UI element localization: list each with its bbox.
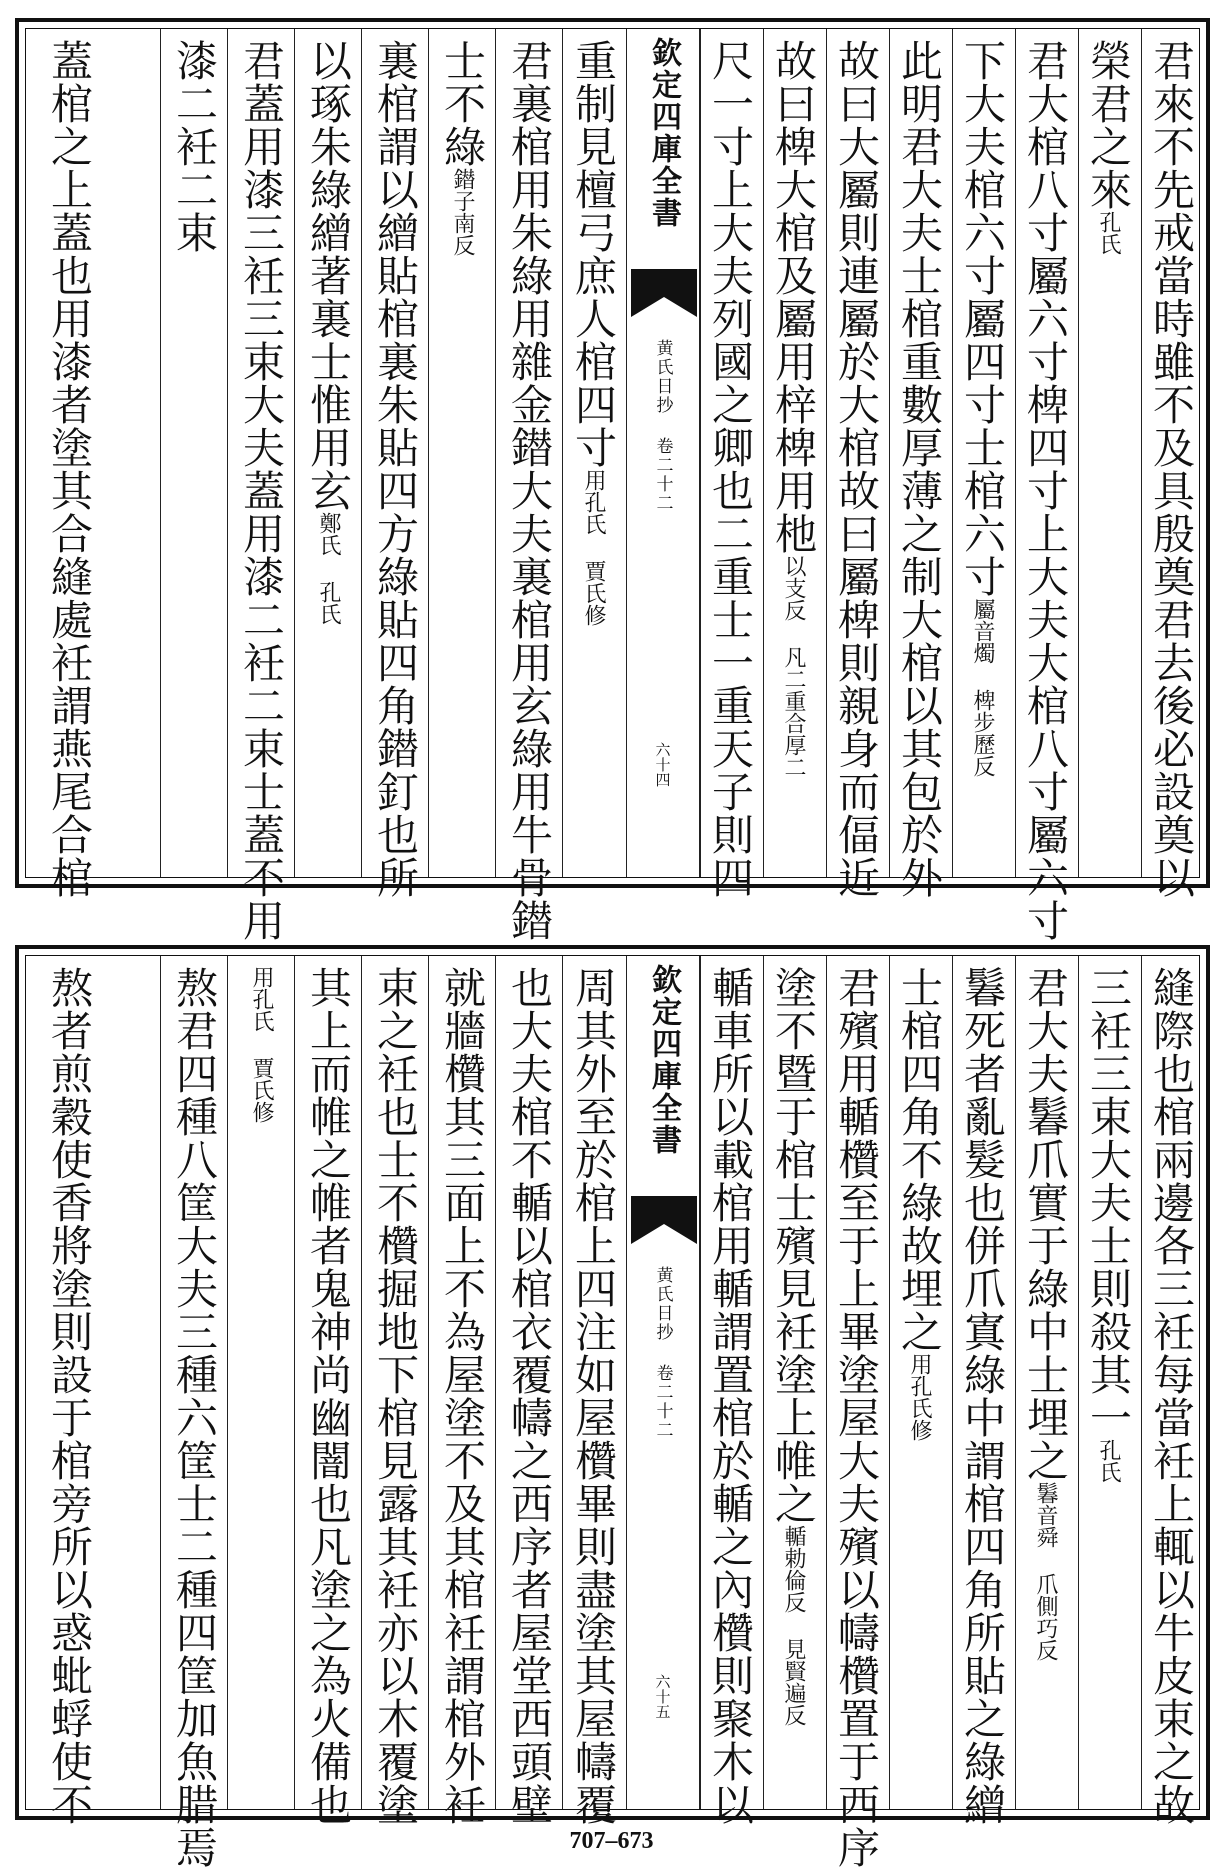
text-column: [26, 29, 160, 899]
page-number: 707–673: [569, 1828, 654, 1854]
text-column: [495, 29, 562, 942]
column-text: 君裏棺用朱綠用雜金鐟大夫裏棺用玄綠用牛骨鐟: [505, 39, 554, 942]
fishtail-mark-icon: [631, 1196, 697, 1244]
annotation-note: 用孔氏 賈氏修: [249, 966, 274, 1123]
column-text: 熬君四種八筐大夫三種六筐士二種四筐加魚腊焉: [170, 966, 219, 1869]
text-column: [294, 29, 361, 877]
annotation-note: 用孔氏 賈氏修: [581, 469, 606, 626]
column-text: 鬊死者亂髮也併爪寘綠中謂棺四角所貼之綠繒: [958, 966, 1007, 1826]
text-frame-top: [25, 28, 1200, 942]
center-fold-strip: [626, 956, 700, 1809]
text-column: [763, 29, 826, 877]
column-text: 漆二衽二束: [170, 39, 219, 254]
text-column: [1141, 956, 1204, 1826]
column-text: 熬者煎穀使香將塗則設于棺旁所以惑蚍蜉使不: [45, 966, 94, 1826]
text-column: [562, 29, 626, 877]
folio-number: 六十四: [653, 742, 672, 787]
annotation-note: 用孔氏修: [907, 1353, 932, 1441]
text-column: [428, 956, 495, 1826]
text-column: [227, 29, 294, 942]
text-column: [826, 956, 889, 1869]
column-text: 君蓋用漆三衽三束大夫蓋用漆二衽二束士蓋不用: [237, 39, 286, 942]
annotation-note: 孔氏: [1096, 1439, 1121, 1483]
text-column: [1078, 956, 1141, 1809]
text-column: [1015, 956, 1078, 1809]
folio-number: 六十五: [653, 1674, 672, 1719]
text-column: [763, 956, 826, 1809]
text-column: [826, 29, 889, 899]
text-column: [700, 956, 763, 1826]
column-text: 君大棺八寸屬六寸椑四寸上大夫大棺八寸屬六寸: [1021, 39, 1070, 942]
column-text: 裏棺謂以繒貼棺裏朱貼四方綠貼四角鐟釘也所: [371, 39, 420, 899]
text-column: [952, 956, 1015, 1826]
column-text: 此明君大夫士棺重數厚薄之制大棺以其包於外: [895, 39, 944, 899]
text-column: [26, 956, 160, 1826]
column-text: 榮君之來: [1084, 39, 1133, 211]
book-title: 欽定四庫全書: [646, 37, 681, 229]
text-column: [700, 29, 763, 899]
column-text: 以琢朱綠繒著裏士惟用玄: [304, 39, 353, 512]
annotation-note: 鄭氏 孔氏: [316, 512, 341, 625]
column-text: 其上而帷之帷者鬼神尚幽闇也凡塗之為火備也: [304, 966, 353, 1826]
text-column: [160, 29, 227, 877]
text-column: [428, 29, 495, 877]
annotation-note: 屬音燭 椑步歷反: [970, 598, 995, 777]
column-text: 周其外至於棺上四注如屋欑畢則盡塗其屋幬覆: [569, 966, 618, 1826]
text-column: [1078, 29, 1141, 877]
text-column: [952, 29, 1015, 877]
column-text: 君大夫鬊爪實于綠中士埋之: [1021, 966, 1070, 1482]
text-column: [889, 956, 952, 1809]
column-text: 就牆欑其三面上不為屋塗不及其棺衽謂棺外衽: [438, 966, 487, 1826]
column-text: 士不綠: [438, 39, 487, 168]
column-text: 塗不暨于棺士殯見衽塗上帷之: [769, 966, 818, 1525]
annotation-note: 孔氏: [1096, 211, 1121, 255]
text-column: [1141, 29, 1204, 899]
column-text: 縫際也棺兩邊各三衽每當衽上輒以牛皮束之故: [1147, 966, 1196, 1826]
annotation-note: 鐟子南反: [450, 168, 475, 256]
column-text: 尺一寸上大夫列國之卿也二重士一重天子則四: [706, 39, 755, 899]
column-text: 士棺四角不綠故埋之: [895, 966, 944, 1353]
page-panel-top: [15, 18, 1210, 942]
column-text: 故曰大屬則連屬於大棺故曰屬椑則親身而偪近: [832, 39, 881, 899]
column-text: 君殯用輴欑至于上畢塗屋大夫殯以幬欑置于西序: [832, 966, 881, 1869]
column-text: 重制見檀弓庶人棺四寸: [569, 39, 618, 469]
text-column: [160, 956, 227, 1869]
annotation-note: 輴勅倫反 見賢遍反: [781, 1525, 806, 1726]
column-text: 下大夫棺六寸屬四寸士棺六寸: [958, 39, 1007, 598]
text-column: [361, 956, 428, 1826]
volume-label: 黄氏日抄 卷二十二: [652, 339, 673, 513]
column-text: 蓋棺之上蓋也用漆者塗其合縫處衽謂燕尾合棺: [45, 39, 94, 899]
column-text: 也大夫棺不輴以棺衣覆幬之西序者屋堂西頭壁: [505, 966, 554, 1826]
book-title: 欽定四庫全書: [646, 964, 681, 1156]
text-column: [361, 29, 428, 899]
annotation-note: 鬊音舜 爪側巧反: [1033, 1482, 1058, 1661]
column-text: 輴車所以載棺用輴謂置棺於輴之內欑則聚木以: [706, 966, 755, 1826]
volume-label: 黄氏日抄 卷二十二: [652, 1266, 673, 1440]
text-column: [495, 956, 562, 1826]
column-text: 君來不先戒當時雖不及具殷奠君去後必設奠以: [1147, 39, 1196, 899]
column-text: 故曰椑大棺及屬用梓椑用杝: [769, 39, 818, 555]
text-column: [1015, 29, 1078, 942]
text-column: [889, 29, 952, 899]
column-text: 束之衽也士不欑掘地下棺見露其衽亦以木覆塗: [371, 966, 420, 1826]
column-text: 三衽三束大夫士則殺其一: [1084, 966, 1133, 1439]
text-column: [227, 956, 294, 1809]
annotation-note: 以支反 凡二重合厚二: [781, 555, 806, 778]
fishtail-mark-icon: [631, 269, 697, 317]
center-fold-strip: [626, 29, 700, 877]
text-column: [562, 956, 626, 1826]
text-column: [294, 956, 361, 1826]
